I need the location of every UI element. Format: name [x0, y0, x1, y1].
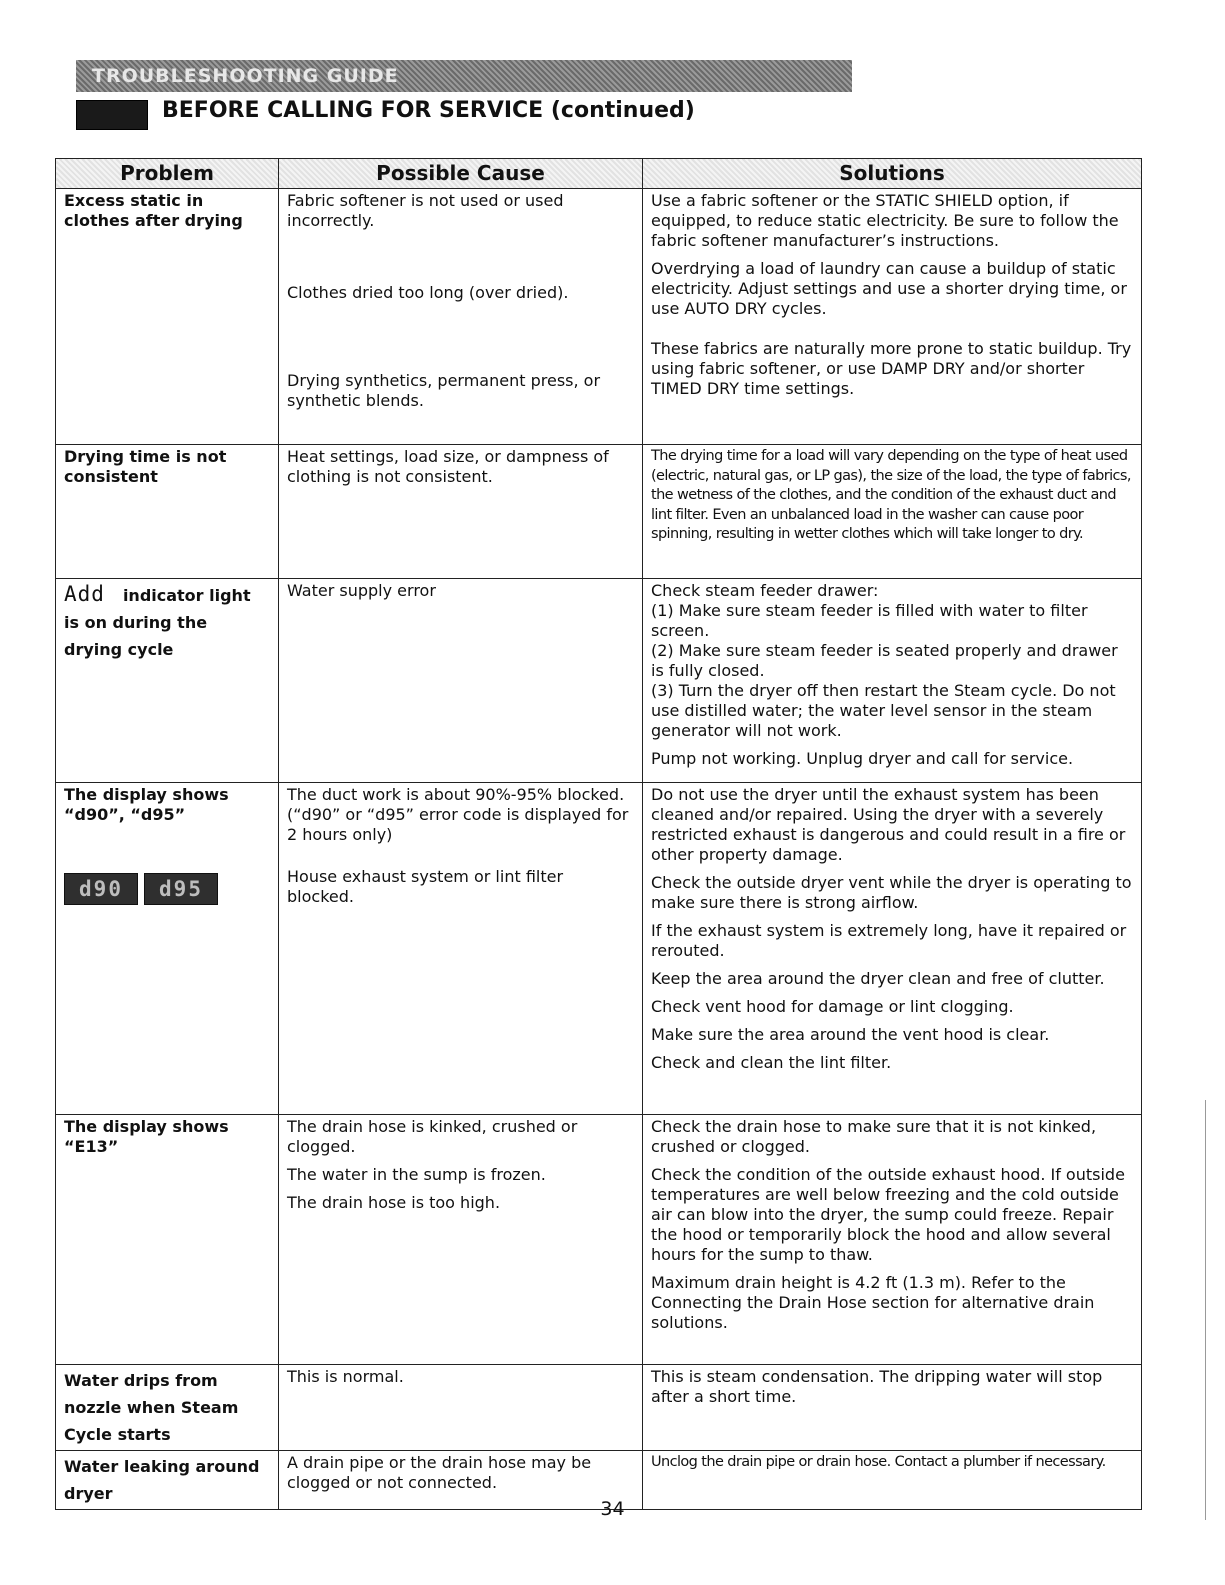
cause-item: The drain hose is too high.: [287, 1193, 501, 1212]
troubleshooting-table: [55, 158, 1142, 1510]
cause-item: Heat settings, load size, or dampness of clothing is not consistent.: [287, 447, 609, 486]
problem-cell: [56, 189, 279, 445]
solution-item: This is steam condensation. The dripping water will stop after a short time.: [651, 1367, 1103, 1406]
problem-text: Excess static in clothes after drying: [64, 191, 243, 230]
section-banner: [76, 60, 852, 92]
cause-item: Clothes dried too long (over dried).: [287, 283, 569, 302]
solution-item: If the exhaust system is extremely long, have it repaired or rerouted.: [651, 921, 1127, 960]
display-codes: [64, 873, 270, 905]
table-row: [56, 445, 1142, 579]
solution-cell: [643, 445, 1142, 579]
solution-cell: [643, 189, 1142, 445]
column-header-cause: Possible Cause: [279, 159, 643, 189]
solution-item: Check steam feeder drawer:: [651, 581, 879, 600]
cause-item: Water supply error: [287, 581, 436, 600]
solution-cell: [643, 579, 1142, 783]
cause-item: Drying synthetics, permanent press, or synthetic blends.: [287, 371, 601, 410]
problem-cell: [56, 783, 279, 1115]
table-row: [56, 1115, 1142, 1365]
section-title: BEFORE CALLING FOR SERVICE (continued): [162, 98, 695, 123]
solution-cell: [643, 1115, 1142, 1365]
cause-cell: [279, 1365, 643, 1451]
cause-item: The drain hose is kinked, crushed or clogged.: [287, 1117, 578, 1156]
solution-item: Check and clean the lint filter.: [651, 1053, 892, 1072]
problem-text: indicator light is on during the drying cycle: [64, 586, 251, 659]
display-code-d90: d90: [64, 873, 138, 905]
solution-item: Keep the area around the dryer clean and free of clutter.: [651, 969, 1105, 988]
cause-item: This is normal.: [287, 1367, 404, 1386]
solution-item: Unclog the drain pipe or drain hose. Contact a plumber if necessary.: [651, 1454, 1106, 1470]
solution-cell: [643, 1365, 1142, 1451]
cause-item: A drain pipe or the drain hose may be clogged or not connected.: [287, 1453, 592, 1492]
cause-cell: [279, 189, 643, 445]
solution-item: Make sure the area around the vent hood is clear.: [651, 1025, 1050, 1044]
solution-cell: [643, 783, 1142, 1115]
banner-title: TROUBLESHOOTING GUIDE: [92, 65, 399, 87]
cause-item: The duct work is about 90%-95% blocked. (“d90” or “d95” error code is displayed for 2 hours only): [287, 785, 629, 844]
table-header-row: [56, 159, 1142, 189]
solution-item: Overdrying a load of laundry can cause a buildup of static electricity. Adjust settings and use a shorter drying time, or use AUTO DRY cycles.: [651, 259, 1127, 318]
solution-item: Use a fabric softener or the STATIC SHIELD option, if equipped, to reduce static electricity. Be sure to follow the fabric softener manufacturer’s instructions.: [651, 191, 1119, 250]
solution-item: These fabrics are naturally more prone to static buildup. Try using fabric softener, or use DAMP DRY and/or shorter TIMED DRY time settings.: [651, 339, 1132, 398]
problem-text: The display shows “E13”: [64, 1117, 229, 1156]
table-row: [56, 579, 1142, 783]
column-header-solutions: Solutions: [643, 159, 1142, 189]
column-header-problem: Problem: [56, 159, 279, 189]
problem-cell: [56, 579, 279, 783]
solution-item: Check vent hood for damage or lint clogging.: [651, 997, 1014, 1016]
cause-cell: [279, 579, 643, 783]
solution-item: The drying time for a load will vary depending on the type of heat used (electric, natural gas, or LP gas), the size of the load, the type of fabrics, the wetness of the clothes, and the condition of the exhaust duct and lint filter. Even an unbalanced load in the washer can cause poor spinning, resulting in wetter clothes which will take longer to dry.: [651, 448, 1131, 542]
cause-item: Fabric softener is not used or used incorrectly.: [287, 191, 564, 230]
solution-item: (3) Turn the dryer off then restart the Steam cycle. Do not use distilled water; the water level sensor in the steam generator will not work.: [651, 681, 1116, 740]
solution-item: Do not use the dryer until the exhaust system has been cleaned and/or repaired. Using the dryer with a severely restricted exhaust is dangerous and could result in a fire or other property damage.: [651, 785, 1126, 864]
solution-item: Check the outside dryer vent while the dryer is operating to make sure there is strong airflow.: [651, 873, 1132, 912]
cause-cell: [279, 1115, 643, 1365]
display-code-d95: d95: [144, 873, 218, 905]
solution-item: Check the condition of the outside exhaust hood. If outside temperatures are well below freezing and the cold outside air can blow into the dryer, the sump could freeze. Repair the hood or temporarily block the hood and allow several hours for the sump to thaw.: [651, 1165, 1125, 1264]
solution-item: Maximum drain height is 4.2 ft (1.3 m). Refer to the Connecting the Drain Hose section for alternative drain solutions.: [651, 1273, 1095, 1332]
problem-cell: [56, 1365, 279, 1451]
cause-cell: [279, 783, 643, 1115]
problem-text: Drying time is not consistent: [64, 447, 227, 486]
problem-cell: [56, 445, 279, 579]
problem-text: Water drips from nozzle when Steam Cycle starts: [64, 1371, 239, 1444]
edge-rule: [1205, 1100, 1206, 1520]
table-row: [56, 1365, 1142, 1451]
cause-cell: [279, 445, 643, 579]
solution-item: (2) Make sure steam feeder is seated properly and drawer is fully closed.: [651, 641, 1118, 680]
cause-item: The water in the sump is frozen.: [287, 1165, 546, 1184]
cause-item: House exhaust system or lint filter blocked.: [287, 867, 564, 906]
section-marker: [76, 100, 148, 130]
add-indicator-code: Add: [64, 582, 105, 606]
problem-text: Water leaking around dryer: [64, 1457, 260, 1503]
solution-item: (1) Make sure steam feeder is filled with water to filter screen.: [651, 601, 1088, 640]
problem-cell: [56, 1115, 279, 1365]
table-row: [56, 189, 1142, 445]
table-row: [56, 783, 1142, 1115]
problem-text: The display shows “d90”, “d95”: [64, 785, 229, 824]
solution-item: Pump not working. Unplug dryer and call for service.: [651, 749, 1074, 768]
solution-item: Check the drain hose to make sure that it is not kinked, crushed or clogged.: [651, 1117, 1097, 1156]
page-number: 34: [600, 1498, 625, 1520]
